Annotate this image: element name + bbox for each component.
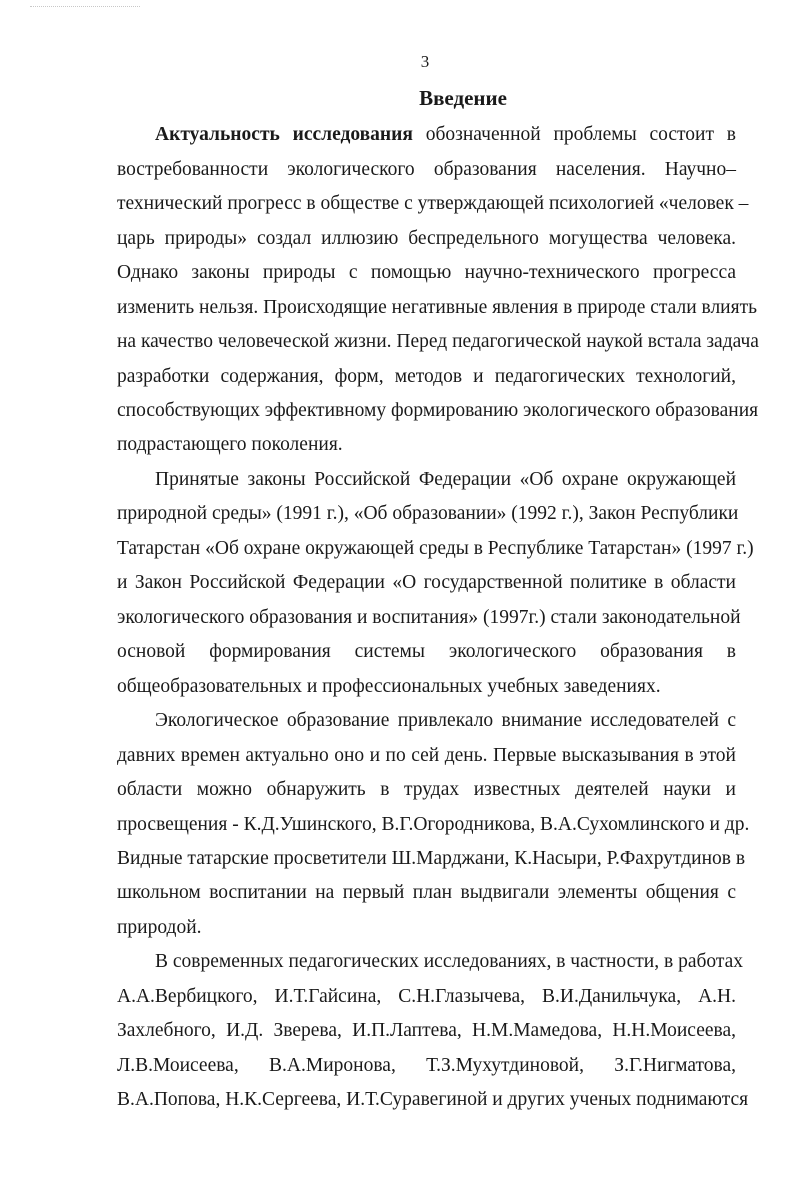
paragraph-1-line-1 <box>155 118 736 152</box>
paragraph-1-line-6: изменить нельзя. Происходящие негативные явления в природе стали влиять <box>117 297 758 318</box>
paragraph-3-line-7: природой. <box>117 917 202 938</box>
paragraph-1-line-4: царь природы» создал иллюзию беспредельного могущества человека. <box>117 228 736 249</box>
paragraph-1-line-9: способствующих эффективному формированию экологического образования <box>117 400 759 421</box>
paragraph-3-line-5: Видные татарские просветители Ш.Марджани, К.Насыри, Р.Фахрутдинов в <box>117 848 746 869</box>
paragraph-1-line-7: на качество человеческой жизни. Перед педагогической наукой встала задача <box>117 331 759 352</box>
page-title: Введение <box>419 86 507 110</box>
paragraph-3-line-6: школьном воспитании на первый план выдвигали элементы общения с <box>117 882 736 903</box>
paragraph-1-line-2: востребованности экологического образования населения. Научно– <box>117 159 736 180</box>
paragraph-4-line-5: В.А.Попова, Н.К.Сергеева, И.Т.Суравегиной и других ученых поднимаются <box>117 1089 749 1110</box>
paragraph-4-line-1: В современных педагогических исследованиях, в частности, в работах <box>155 951 744 972</box>
paragraph-4-line-3: Захлебного, И.Д. Зверева, И.П.Лаптева, Н.М.Мамедова, Н.Н.Моисеева, <box>117 1020 736 1041</box>
paragraph-3-line-4: просвещения - К.Д.Ушинского, В.Г.Огородникова, В.А.Сухомлинского и др. <box>117 814 750 835</box>
paragraph-1-line-5: Однако законы природы с помощью научно-технического прогресса <box>117 262 736 283</box>
paragraph-3-line-1: Экологическое образование привлекало внимание исследователей с <box>155 710 736 731</box>
paragraph-1-line-8: разработки содержания, форм, методов и педагогических технологий, <box>117 366 736 387</box>
paragraph-2-line-6: основой формирования системы экологического образования в <box>117 641 736 662</box>
paragraph-1-line-10: подрастающего поколения. <box>117 434 343 455</box>
paragraph-3-line-3: области можно обнаружить в трудах известных деятелей науки и <box>117 779 736 800</box>
paragraph-2-line-5: экологического образования и воспитания» (1997г.) стали законодательной <box>117 607 741 628</box>
paragraph-2-line-4: и Закон Российской Федерации «О государственной политике в области <box>117 572 736 593</box>
page-number: 3 <box>420 52 430 71</box>
paragraph-2-line-2: природной среды» (1991 г.), «Об образовании» (1992 г.), Закон Республики <box>117 503 739 524</box>
paragraph-3-line-2: давних времен актуально оно и по сей день. Первые высказывания в этой <box>117 745 736 766</box>
paragraph-2-line-3: Татарстан «Об охране окружающей среды в Республике Татарстан» (1997 г.) <box>117 538 754 559</box>
paragraph-2-line-1: Принятые законы Российской Федерации «Об охране окружающей <box>155 469 736 490</box>
paragraph-4-line-2: А.А.Вербицкого, И.Т.Гайсина, С.Н.Глазычева, В.И.Данильчука, А.Н. <box>117 986 736 1007</box>
paragraph-1-line-3: технический прогресс в обществе с утверждающей психологией «человек – <box>117 193 749 214</box>
paragraph-1-lead: Актуальность исследования <box>155 124 413 145</box>
paragraph-2-line-7: общеобразовательных и профессиональных учебных заведениях. <box>117 676 661 697</box>
paragraph-1-line-1-text: обозначенной проблемы состоит в <box>412 124 736 145</box>
paragraph-4-line-4: Л.В.Моисеева, В.А.Миронова, Т.З.Мухутдиновой, З.Г.Нигматова, <box>117 1055 736 1076</box>
scan-artifact <box>30 6 140 11</box>
